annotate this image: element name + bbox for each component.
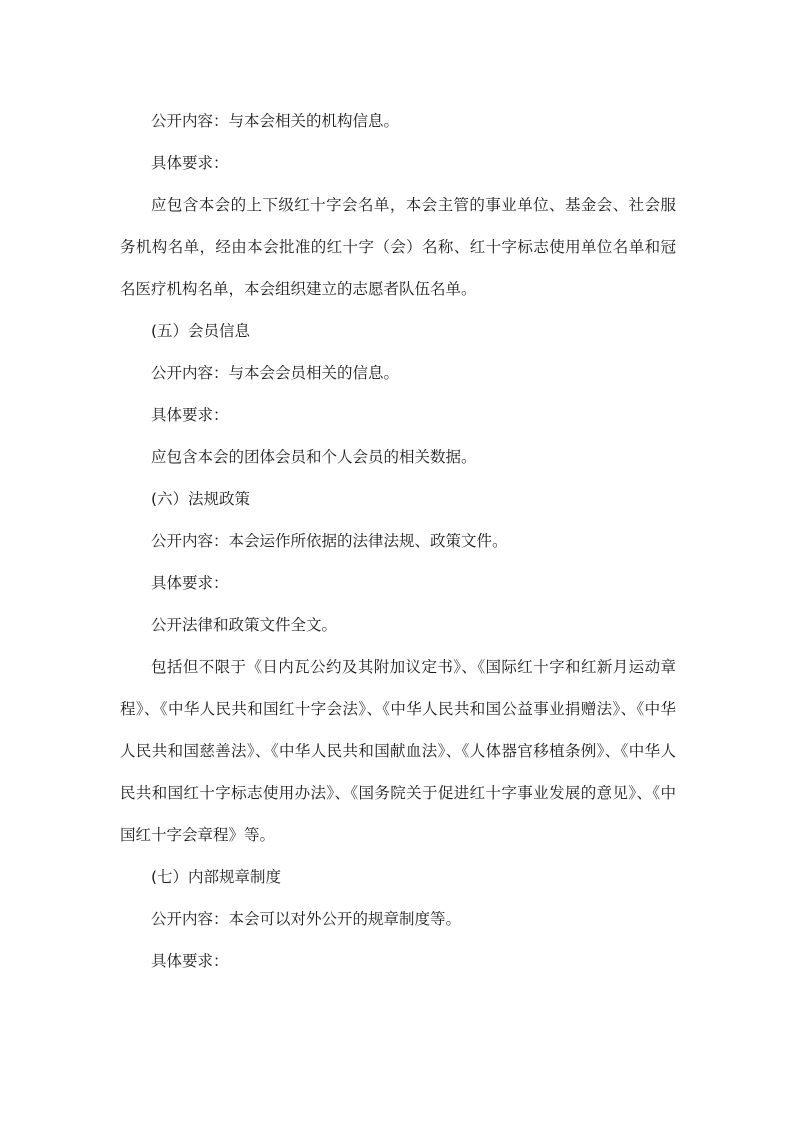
section-heading-member-info: (五）会员信息 [151,322,251,340]
section-heading-laws-policies: (六）法规政策 [151,490,251,508]
paragraph-member-info-requirement-label: 具体要求： [151,406,229,424]
paragraph-laws-requirement-label: 具体要求： [151,574,229,592]
document-body [120,100,676,982]
paragraph-laws-requirement: 公开法律和政策文件全文。 [151,616,338,634]
paragraph-laws-content: 公开内容：本会运作所依据的法律法规、政策文件。 [151,532,508,550]
paragraph-internal-rules-requirement-label: 具体要求： [151,952,229,970]
paragraph-org-info-requirement-label: 具体要求： [151,154,229,172]
paragraph-member-info-requirement: 应包含本会的团体会员和个人会员的相关数据。 [151,448,477,466]
section-heading-internal-rules: (七）内部规章制度 [151,868,282,886]
paragraph-laws-list: 包括但不限于《日内瓦公约及其附加议定书》、《国际红十字和红新月运动章程》、《中华人民共和国红十字会法》、《中华人民共和国公益事业捐赠法》、《中华人民共和国慈善法》、《中华人民共和国献血法》、《人体器官移植条例》、《中华人民共和国红十字标志使用办法》、《国务院关于促进红十字事业发展的意见》、《中国红十字会章程》等。 [120,658,676,844]
paragraph-internal-rules-content: 公开内容：本会可以对外公开的规章制度等。 [151,910,462,928]
paragraph-org-info-requirement: 应包含本会的上下级红十字会名单，本会主管的事业单位、基金会、社会服务机构名单，经由本会批准的红十字（会）名称、红十字标志使用单位名单和冠名医疗机构名单，本会组织建立的志愿者队伍名单。 [120,196,676,298]
paragraph-member-info-content: 公开内容：与本会会员相关的信息。 [151,364,400,382]
paragraph-org-info-content: 公开内容：与本会相关的机构信息。 [151,112,400,130]
